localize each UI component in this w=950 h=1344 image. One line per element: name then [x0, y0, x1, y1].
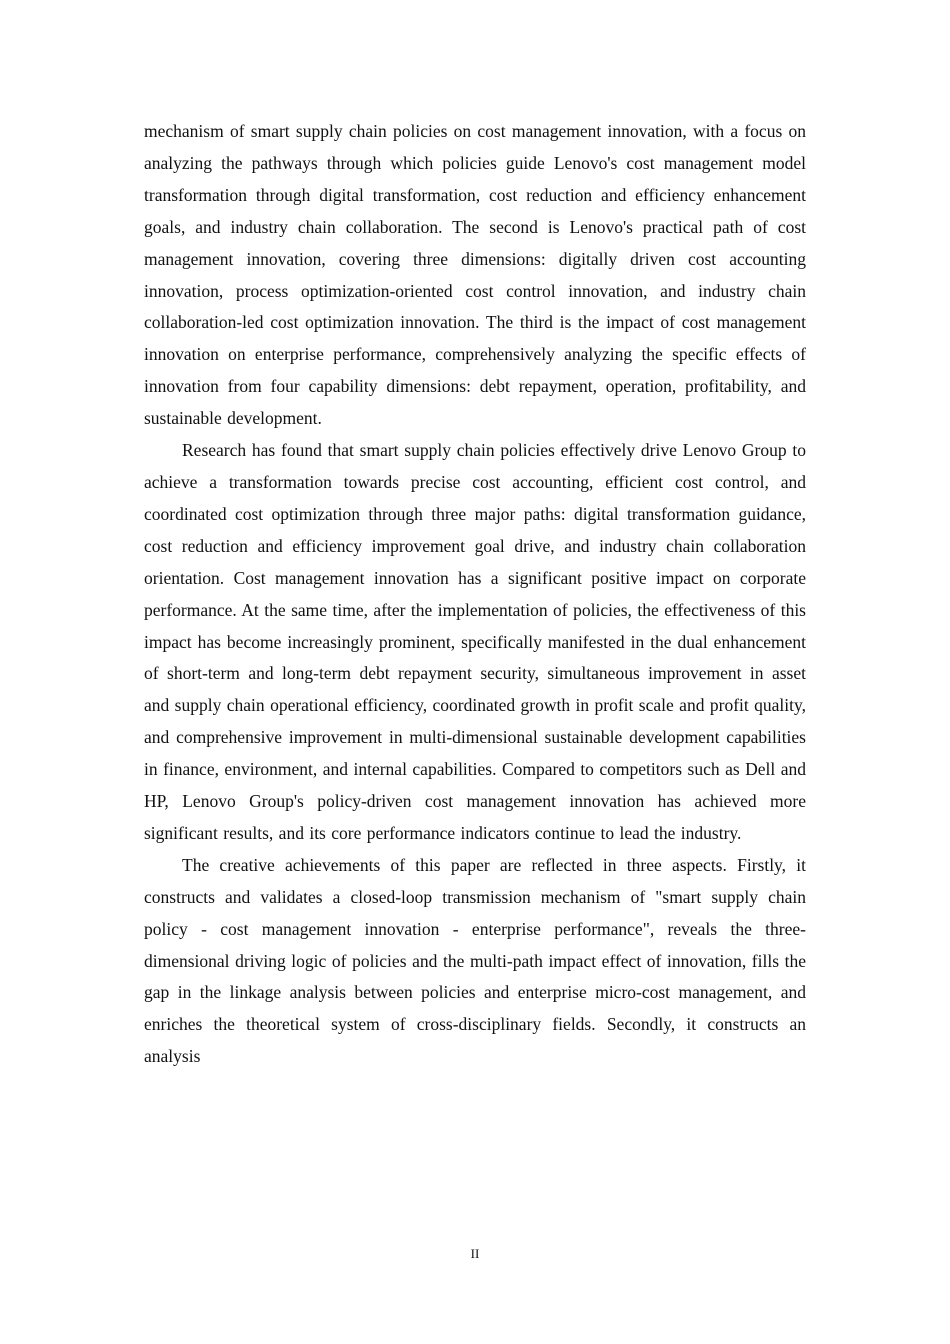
- paragraph-3: The creative achievements of this paper are reflected in three aspects. Firstly, it constructs and validates a closed-loop transmission mechanism of "smart supply chain policy - cost management innovation - enterprise performance", reveals the three-dimensional driving logic of policies and the multi-path impact effect of innovation, fills the gap in the linkage analysis between policies and enterprise micro-cost management, and enriches the theoretical system of cross-disciplinary fields. Secondly, it constructs an analysis: [144, 854, 806, 1067]
- body-text: [144, 116, 806, 1073]
- paragraph-1: mechanism of smart supply chain policies on cost management innovation, with a focus on analyzing the pathways through which policies guide Lenovo's cost management model transformation through digital transformation, cost reduction and efficiency enhancement goals, and industry chain collaboration. The second is Lenovo's practical path of cost management innovation, covering three dimensions: digitally driven cost accounting innovation, process optimization-oriented cost control innovation, and industry chain collaboration-led cost optimization innovation. The third is the impact of cost management innovation on enterprise performance, comprehensively analyzing the specific effects of innovation from four capability dimensions: debt repayment, operation, profitability, and sustainable development.: [144, 121, 806, 429]
- paragraph-2: Research has found that smart supply chain policies effectively drive Lenovo Group to achieve a transformation towards precise cost accounting, efficient cost control, and coordinated cost optimization through three major paths: digital transformation guidance, cost reduction and efficiency improvement goal drive, and industry chain collaboration orientation. Cost management innovation has a significant positive impact on corporate performance. At the same time, after the implementation of policies, the effectiveness of this impact has become increasingly prominent, specifically manifested in the dual enhancement of short-term and long-term debt repayment security, simultaneous improvement in asset and supply chain operational efficiency, coordinated growth in profit scale and profit quality, and comprehensive improvement in multi-dimensional sustainable development capabilities in finance, environment, and internal capabilities. Compared to competitors such as Dell and HP, Lenovo Group's policy-driven cost management innovation has achieved more significant results, and its core performance indicators continue to lead the industry.: [144, 440, 806, 843]
- page-number: II: [470, 1246, 480, 1261]
